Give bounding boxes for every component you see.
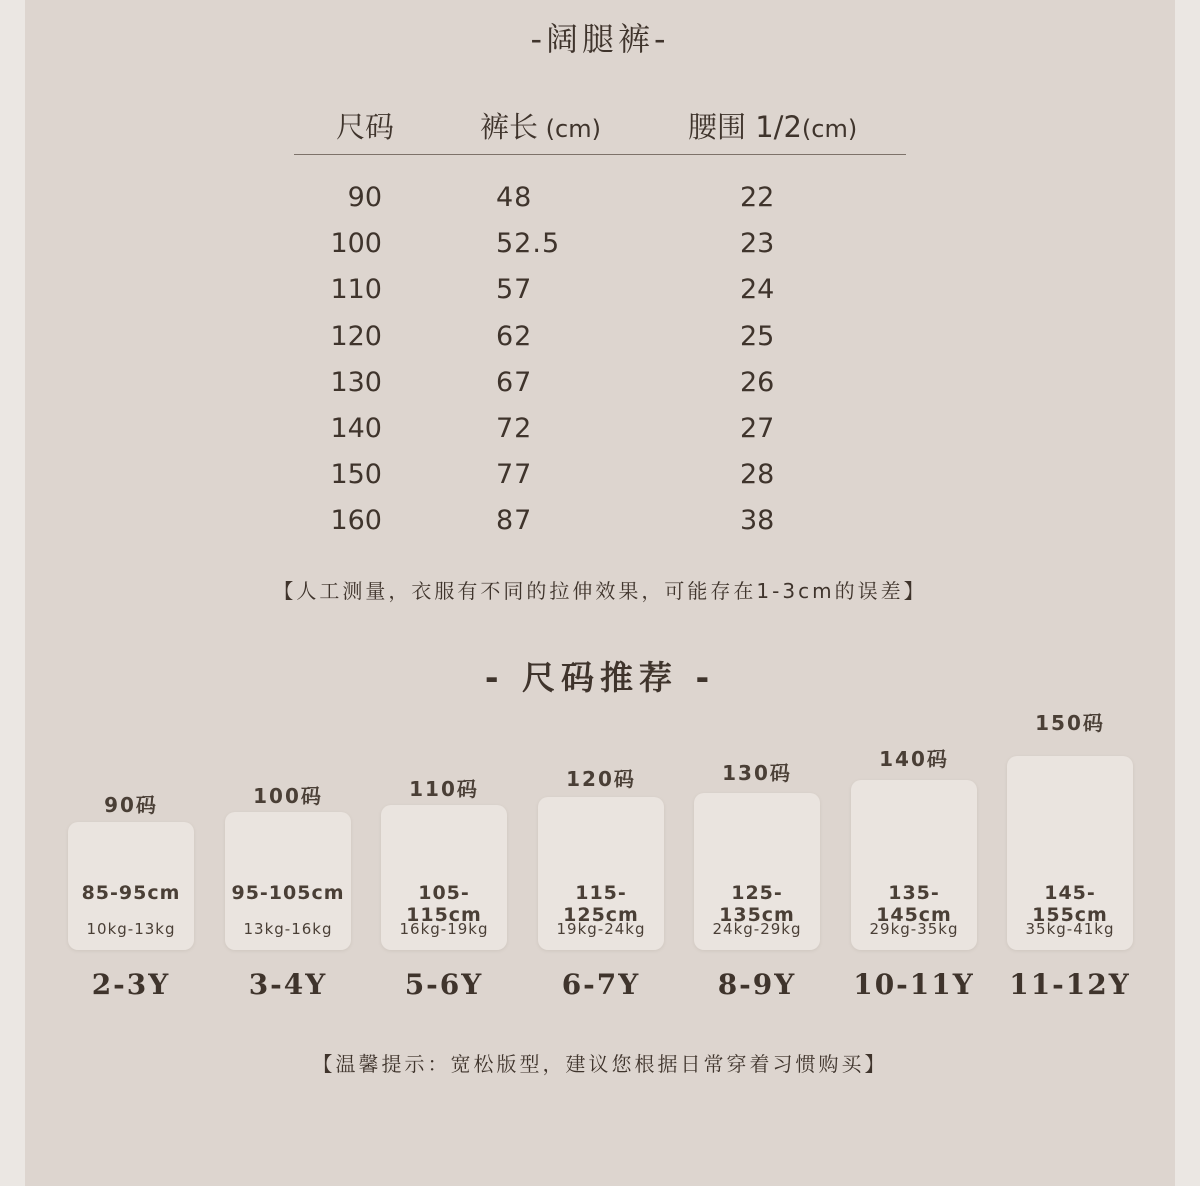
header-length [480,105,601,146]
recommend-height-range: 125-135cm [719,882,795,926]
recommend-size-label: 120码 [566,767,636,791]
cell-length: 72 [496,413,533,444]
cell-length: 52.5 [496,228,561,260]
cell-size: 150 [330,459,382,491]
cell-size: 140 [330,413,382,444]
cell-waist: 23 [740,228,775,260]
cell-length: 57 [496,274,533,306]
recommend-height-range: 105-115cm [406,882,482,926]
recommend-weight-range: 13kg-16kg [243,920,333,938]
recommend-weight-range: 24kg-29kg [712,920,802,938]
recommend-title: - 尺码推荐 - [484,658,716,697]
header-length-unit: (cm) [538,115,601,143]
recommend-size-label: 100码 [253,784,323,808]
recommend-size-label: 140码 [879,747,949,771]
cell-size: 120 [330,320,382,352]
cell-length: 62 [496,320,533,352]
recommend-size-label: 150码 [1035,711,1105,735]
recommend-age: 6-7Y [561,968,641,1001]
cell-size: 90 [347,182,382,213]
cell-size: 100 [330,228,382,260]
cell-waist: 28 [740,459,775,491]
recommend-age: 5-6Y [404,968,484,1001]
tip-note: 【温馨提示：宽松版型，建议您根据日常穿着习惯购买】 [312,1052,888,1076]
recommend-weight-range: 35kg-41kg [1025,920,1115,938]
recommend-age: 2-3Y [91,968,171,1001]
recommend-age: 8-9Y [717,968,797,1001]
recommend-age: 11-12Y [1009,968,1131,1001]
cell-waist: 24 [740,274,775,306]
recommend-weight-range: 19kg-24kg [556,920,646,938]
recommend-weight-range: 10kg-13kg [86,920,176,938]
cell-length: 77 [496,459,533,491]
cell-waist: 25 [740,320,775,352]
recommend-age: 3-4Y [248,968,328,1001]
cell-waist: 22 [740,182,775,213]
header-waist [688,105,857,146]
recommend-height-range: 115-125cm [563,882,639,926]
recommend-age: 10-11Y [853,968,975,1001]
recommend-weight-range: 16kg-19kg [399,920,489,938]
cell-waist: 38 [740,505,775,537]
header-size-label: 尺码 [336,110,395,144]
recommend-size-label: 110码 [409,777,479,801]
header-length-label: 裤长 [480,110,539,144]
recommend-height-range: 95-105cm [231,882,345,904]
cell-waist: 26 [740,366,775,398]
header-divider [294,154,906,155]
recommend-height-range: 85-95cm [81,882,181,904]
cell-size: 160 [330,505,382,537]
recommend-height-range: 145-155cm [1032,882,1108,926]
header-waist-label: 腰围 1/2 [688,110,802,144]
cell-size: 130 [330,366,382,398]
cell-length: 87 [496,505,533,537]
cell-length: 67 [496,366,533,398]
recommend-size-label: 90码 [104,793,158,817]
measurement-note: 【人工测量，衣服有不同的拉伸效果，可能存在1-3cm的误差】 [273,579,927,603]
recommend-size-label: 130码 [722,761,792,785]
page-title: -阔腿裤- [530,20,670,58]
header-size [336,105,394,146]
recommend-height-range: 135-145cm [876,882,952,926]
cell-length: 48 [496,182,533,213]
cell-waist: 27 [740,413,775,444]
recommend-weight-range: 29kg-35kg [869,920,959,938]
cell-size: 110 [330,274,382,306]
header-waist-unit: (cm) [801,115,858,143]
